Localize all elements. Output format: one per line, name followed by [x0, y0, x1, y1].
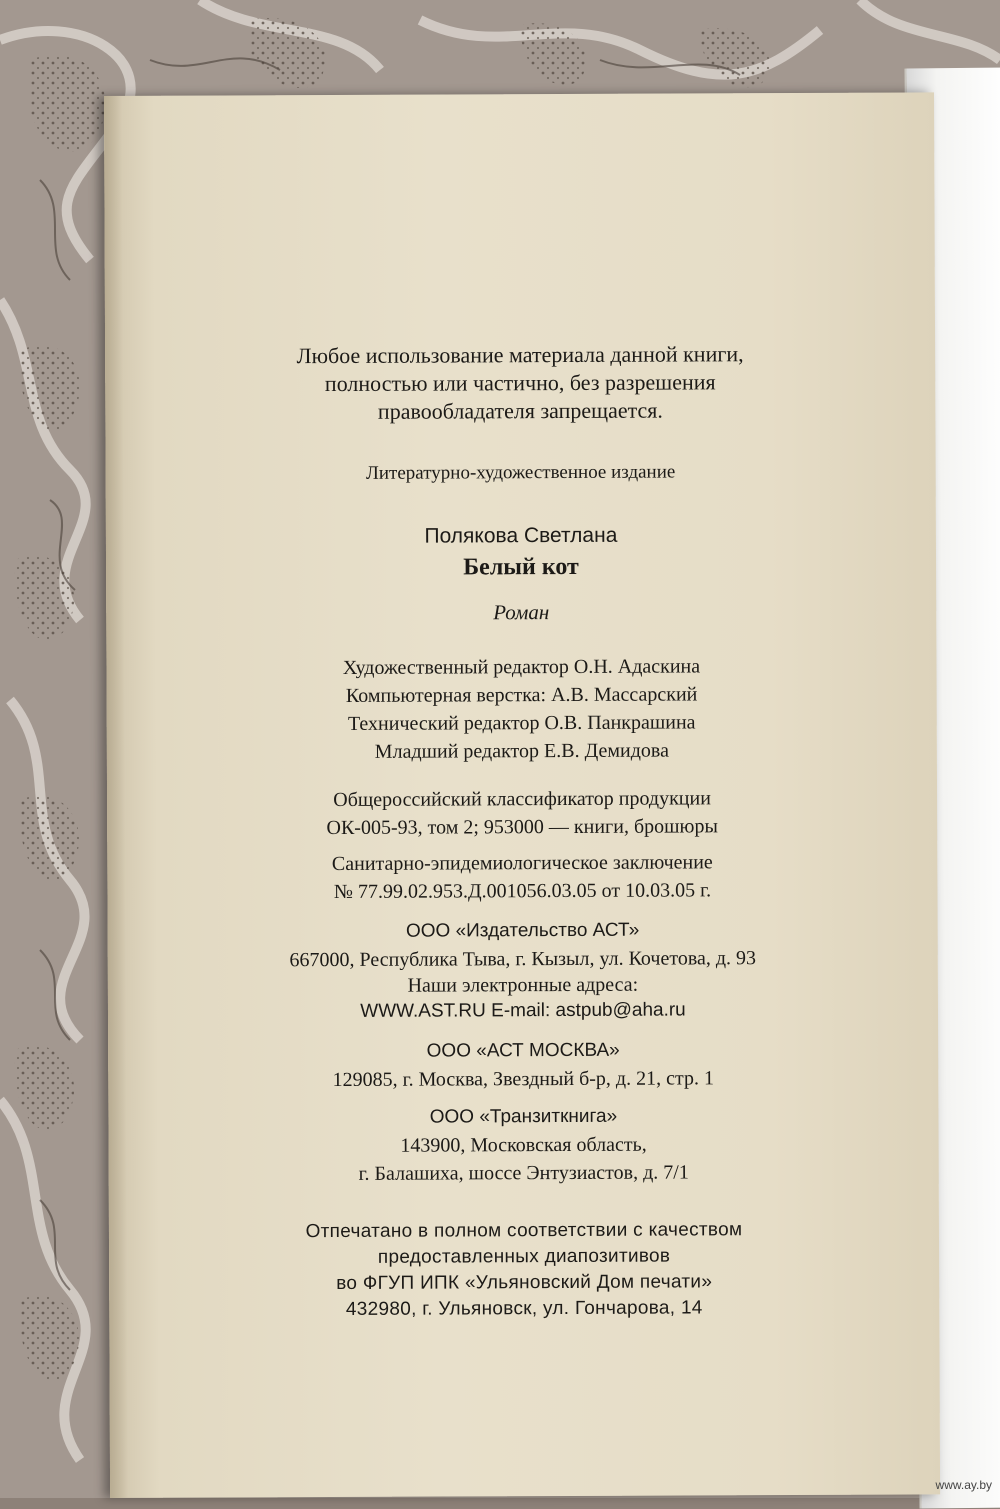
book-title: Белый кот: [463, 553, 579, 581]
copyright-notice-line-3: правообладателя запрещается.: [377, 397, 663, 424]
edition-type: Литературно-художественное издание: [365, 461, 676, 484]
publisher-ast-web-label: Наши электронные адреса:: [407, 973, 639, 997]
publisher-moscow-address: 129085, г. Москва, Звездный б-р, д. 21, стр. 1: [332, 1067, 714, 1092]
publisher-ast-name: ООО «Издательство АСТ»: [405, 919, 640, 942]
copyright-notice-line-2: полностью или частично, без разрешения: [324, 369, 716, 397]
classifier-line-1: Общероссийский классификатор продукции: [333, 787, 711, 812]
author: Полякова Светлана: [424, 523, 618, 548]
publisher-transit-address-2: г. Балашиха, шоссе Энтузиастов, д. 7/1: [358, 1161, 689, 1185]
publisher-transit-name: ООО «Транзиткнига»: [429, 1105, 618, 1128]
publisher-ast-address: 667000, Республика Тыва, г. Кызыл, ул. Кочетова, д. 93: [289, 947, 757, 972]
copyright-notice-line-1: Любое использование материала данной книги,: [296, 341, 744, 369]
credit-junior-editor: Младший редактор Е.В. Демидова: [374, 739, 669, 763]
genre: Роман: [493, 600, 550, 625]
publisher-transit-address-1: 143900, Московская область,: [400, 1133, 647, 1157]
book-page: [104, 92, 940, 1498]
publisher-moscow-name: ООО «АСТ МОСКВА»: [426, 1039, 620, 1062]
watermark: www.ay.by: [935, 1478, 992, 1492]
publisher-ast-web: WWW.AST.RU E-mail: astpub@aha.ru: [360, 999, 686, 1022]
sanitary-line-2: № 77.99.02.953.Д.001056.03.05 от 10.03.05 г.: [333, 879, 712, 904]
credit-art-editor: Художественный редактор О.Н. Адаскина: [342, 655, 701, 679]
printed-line-4: 432980, г. Ульяновск, ул. Гончарова, 14: [345, 1297, 703, 1320]
classifier-line-2: ОК-005-93, том 2; 953000 — книги, брошюры: [326, 815, 718, 840]
printed-line-3: во ФГУП ИПК «Ульяновский Дом печати»: [336, 1271, 713, 1294]
sanitary-line-1: Санитарно-эпидемиологическое заключение: [331, 851, 713, 876]
printed-line-2: предоставленных диапозитивов: [377, 1245, 671, 1268]
credit-layout: Компьютерная верстка: А.В. Массарский: [345, 683, 698, 707]
credit-tech-editor: Технический редактор О.В. Панкрашина: [347, 711, 696, 735]
printed-line-1: Отпечатано в полном соответствии с качеством: [305, 1219, 743, 1243]
